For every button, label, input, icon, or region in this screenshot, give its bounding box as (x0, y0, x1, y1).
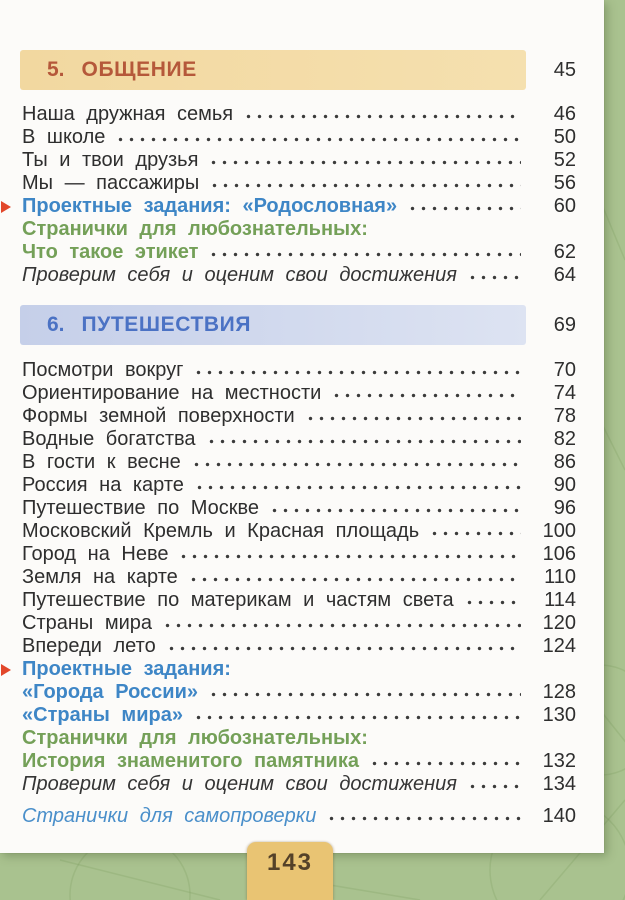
toc-entry-page: 82 (553, 428, 576, 450)
toc-entry-page: 100 (542, 520, 576, 542)
toc-entry-page: 78 (553, 405, 576, 427)
toc-entry (0, 382, 576, 405)
toc-entry-page: 130 (542, 704, 576, 726)
toc-entry-title: Ты и твои друзья (22, 149, 199, 171)
dot-leader (161, 612, 521, 635)
toc-entry (0, 589, 576, 612)
dot-leader (466, 264, 521, 287)
toc-entry (0, 359, 576, 382)
toc-entry (0, 103, 576, 126)
dot-leader (463, 589, 521, 612)
toc-entry-title: Странички для любознательных: (22, 218, 368, 240)
section-page-number: 45 (553, 58, 576, 81)
toc-entry (0, 566, 576, 589)
toc-entry (0, 612, 576, 635)
toc-entry (0, 681, 576, 704)
section-6-bar (20, 305, 526, 345)
toc-entry (0, 218, 576, 241)
current-page-number: 143 (266, 849, 314, 876)
toc-entry (0, 727, 576, 750)
section-6-entries (0, 359, 576, 796)
toc-entry-title: «Города России» (22, 681, 198, 703)
dot-leader (325, 805, 521, 828)
dot-leader (242, 103, 521, 126)
toc-entry-page: 46 (553, 103, 576, 125)
toc-entry-page: 110 (544, 566, 576, 588)
dot-leader (192, 704, 521, 727)
toc-entry-title: Путешествие по материкам и частям света (22, 589, 454, 611)
toc-entry-page: 52 (553, 149, 576, 171)
toc-entry-page: 140 (542, 805, 576, 827)
toc-entry (0, 405, 576, 428)
toc-entry-title: Проверим себя и оценим свои достижения (22, 773, 457, 795)
toc-entry (0, 195, 576, 218)
toc-entry-page: 128 (542, 681, 576, 703)
toc-entry (0, 241, 576, 264)
toc-entry-page: 74 (553, 382, 576, 404)
dot-leader (207, 241, 521, 264)
toc-entry-page: 50 (553, 126, 576, 148)
toc-entry-page: 56 (553, 172, 576, 194)
toc-entry-page: 70 (553, 359, 576, 381)
toc-entry-title: Мы — пассажиры (22, 172, 200, 194)
section-page-number: 69 (553, 313, 576, 336)
toc-entry-page: 124 (542, 635, 576, 657)
dot-leader (428, 520, 521, 543)
dot-leader (466, 773, 521, 796)
toc-entry (0, 773, 576, 796)
dot-leader (368, 750, 521, 773)
toc-entry (0, 497, 576, 520)
toc-entry-page: 90 (553, 474, 576, 496)
toc-entry-page: 106 (542, 543, 576, 565)
toc-entry-title: Водные богатства (22, 428, 196, 450)
toc-entry-title: Земля на карте (22, 566, 178, 588)
toc-entry (0, 658, 576, 681)
toc-entry (0, 704, 576, 727)
toc-entry (0, 149, 576, 172)
dot-leader (207, 681, 521, 704)
toc-entry-title: Страны мира (22, 612, 152, 634)
toc-entry-page: 96 (553, 497, 576, 519)
toc-entry (0, 126, 576, 149)
dot-leader (208, 172, 521, 195)
section-6-header (20, 305, 576, 345)
toc-entry-title: Ориентирование на местности (22, 382, 322, 404)
dot-leader (114, 126, 521, 149)
toc-entry-page: 62 (553, 241, 576, 263)
toc-entry-title: Россия на карте (22, 474, 184, 496)
toc-entry-page: 60 (553, 195, 576, 217)
dot-leader (268, 497, 521, 520)
toc-entry (0, 805, 576, 828)
toc-entry (0, 543, 576, 566)
toc-entry (0, 474, 576, 497)
toc-entry-title: История знаменитого памятника (22, 750, 359, 772)
toc-entry-title: Проектные задания: (22, 658, 231, 680)
toc-entry (0, 172, 576, 195)
toc-entry-title: Путешествие по Москве (22, 497, 260, 519)
toc-entry-title: В школе (22, 126, 106, 148)
toc-entry (0, 520, 576, 543)
section-5-header (20, 50, 576, 90)
section-5-bar (20, 50, 526, 90)
toc-entry-title: Московский Кремль и Красная площадь (22, 520, 420, 542)
dot-leader (193, 474, 521, 497)
toc-entry-page: 120 (542, 612, 576, 634)
dot-leader (205, 428, 521, 451)
section-title: ПУТЕШЕСТВИЯ (81, 313, 252, 336)
dot-leader (330, 382, 521, 405)
toc-entry (0, 428, 576, 451)
toc-entry-page: 64 (553, 264, 576, 286)
dot-leader (192, 359, 521, 382)
toc-entry-title: Странички для любознательных: (22, 727, 368, 749)
dot-leader (165, 635, 521, 658)
toc-entry (0, 635, 576, 658)
toc-entry (0, 264, 576, 287)
toc-entry-page: 132 (542, 750, 576, 772)
toc-entry-title: Впереди лето (22, 635, 156, 657)
toc-entry-page: 114 (544, 589, 576, 611)
toc-entry-page: 134 (542, 773, 576, 795)
toc-entry-title: В гости к весне (22, 451, 181, 473)
toc-entry-title: Проектные задания: «Родословная» (22, 195, 398, 217)
toc-entry-title: Странички для самопроверки (22, 805, 317, 827)
dot-leader (190, 451, 521, 474)
toc-entry (0, 451, 576, 474)
dot-leader (406, 195, 521, 218)
toc-entry-title: Город на Неве (22, 543, 169, 565)
dot-leader (177, 543, 521, 566)
toc-entry-title: Что такое этикет (22, 241, 199, 263)
project-marker-icon (1, 201, 11, 213)
section-title: ОБЩЕНИЕ (81, 58, 197, 81)
toc-entry-title: Наша дружная семья (22, 103, 234, 125)
section-5-entries (0, 103, 576, 287)
toc-entry (0, 750, 576, 773)
toc-entry-title: Формы земной поверхности (22, 405, 295, 427)
section-number: 6. (47, 313, 65, 336)
project-marker-icon (1, 664, 11, 676)
section-number: 5. (47, 58, 65, 81)
toc-entry-page: 86 (553, 451, 576, 473)
footer-entries (0, 805, 576, 828)
page-number-tab (247, 842, 333, 900)
dot-leader (187, 566, 521, 589)
dot-leader (207, 149, 521, 172)
toc-entry-title: Проверим себя и оценим свои достижения (22, 264, 457, 286)
toc-entry-title: Посмотри вокруг (22, 359, 184, 381)
dot-leader (304, 405, 521, 428)
toc-entry-title: «Страны мира» (22, 704, 183, 726)
